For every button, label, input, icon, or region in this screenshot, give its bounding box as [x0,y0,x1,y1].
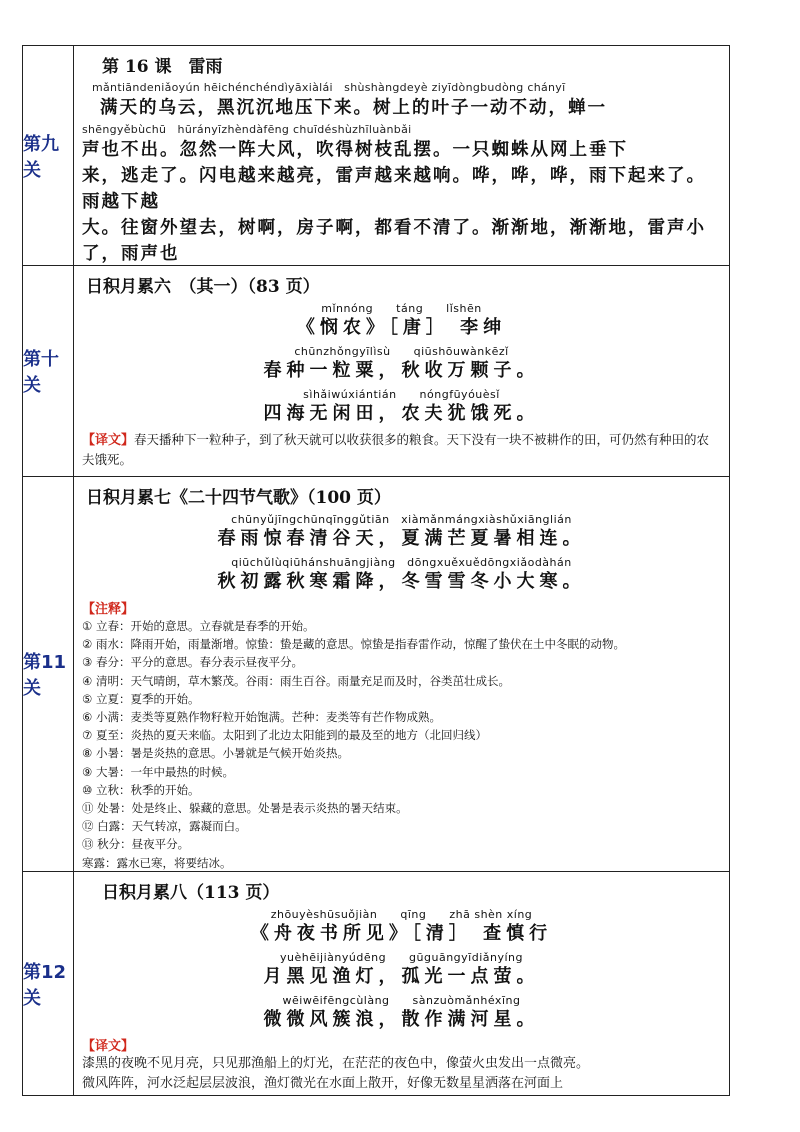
pinyin-line: mǐnnóng táng lǐshēn [321,302,482,315]
note-item: ⑧ 小暑：暑是炎热的意思。小暑就是气候开始炎热。 [82,746,349,761]
note-item: ⑬ 秋分：昼夜平分。 [82,837,190,852]
text-line: 来，逃走了。闪电越来越亮，雷声越来越响。哗，哗，哗，雨下起来了。雨越下越 [82,166,706,212]
poem-content [74,872,729,1095]
note-item: ① 立春：开始的意思。立春就是春季的开始。 [82,619,315,633]
note-item: ⑪ 处暑：处是终止、躲藏的意思。处暑是表示炎热的暑天结束。 [82,801,408,816]
note-item: ⑫ 白露：天气转凉，露凝而白。 [82,819,247,834]
pinyin-line: zhōuyèshūsuǒjiàn qīng zhā shèn xíng [270,908,533,921]
note-item: ⑤ 立夏：夏季的开始。 [82,691,200,706]
lesson-title: 第 16 课 雷雨 [102,57,223,77]
section-title: 日积月累八（113 页） [102,883,280,903]
pinyin-line: chūnyǔjīngchūnqīnggǔtiān xiàmǎnmángxiàshǔxiānglián [231,513,572,526]
section-title: 日积月累六 （其一）（83 页） [86,277,320,297]
translation-tag: 【译文】 [82,433,135,448]
poem-line: 春种一粒粟，秋收万颗子。 [263,360,540,381]
translation-tag: 【译文】 [82,1039,135,1054]
section-title: 日积月累七《二十四节气歌》（100 页） [86,488,391,508]
poem-line: 春雨惊春清谷天，夏满芒夏暑相连。 [217,528,586,549]
section-level-9 [22,45,730,266]
note-item: ④ 清明：天气晴朗，草木繁茂。谷雨：雨生百谷。雨量充足而及时，谷类茁壮成长。 [82,673,510,688]
pinyin-line: yuèhēijiànyúdēng gūguāngyīdiǎnyíng [280,951,523,964]
pinyin-line: chūnzhǒngyīlìsù qiūshōuwànkēzǐ [294,345,509,358]
translation-block [82,430,721,469]
poem-line: 四海无闲田，农夫犹饿死。 [263,403,540,424]
poem-content [74,477,729,871]
text-line: 声也不出。忽然一阵大风，吹得树枝乱摆。一只蜘蛛从网上垂下 [82,140,628,160]
level-label: 第12关 [23,872,74,1095]
note-item: 寒露：露水已寒，将要结冰。 [82,855,232,870]
section-level-10 [22,265,730,477]
pinyin-line: qiūchǔlùqiūhánshuāngjiàng dōngxuěxuědōngxiǎodàhán [231,556,572,569]
level-label: 第11关 [23,477,74,871]
translation-line: 微风阵阵，河水泛起层层波浪，渔灯微光在水面上散开，好像无数星星洒落在河面上 [82,1076,564,1091]
pinyin-line: mǎntiāndeniǎoyún hēichénchéndìyāxiàlái shùshàngdeyè ziyīdòngbudòng chányī [92,81,566,94]
section-level-11 [22,476,730,872]
level-label: 第九关 [23,46,74,265]
poem-content [74,266,729,476]
section-level-12 [22,871,730,1096]
poem-line: 月黑见渔灯，孤光一点萤。 [263,966,540,987]
poem-line: 秋初露秋寒霜降，冬雪雪冬小大寒。 [217,571,586,592]
note-item: ② 雨水：降雨开始，雨量渐增。惊蛰：蛰是藏的意思。惊蛰是指春雷作动，惊醒了蛰伏在土中冬眠的动物。 [82,637,625,652]
notes-tag: 【注释】 [82,602,135,617]
poem-title: 《舟夜书所见》［清］ 查慎行 [250,923,553,944]
text-line: 大。往窗外望去，树啊，房子啊，都看不清了。渐渐地，渐渐地，雷声小了，雨声也 [82,218,706,264]
pinyin-line: shēngyěbùchū hūrányīzhèndàfēng chuīdéshùzhīluànbǎi [82,123,412,136]
level-label: 第十关 [23,266,74,476]
note-item: ③ 春分：平分的意思。春分表示昼夜平分。 [82,655,303,670]
poem-line: 微微风簇浪，散作满河星。 [263,1009,540,1030]
note-item: ⑥ 小满：麦类等夏熟作物籽粒开始饱满。芒种：麦类等有芒作物成熟。 [82,710,441,725]
text-line: 满天的乌云，黑沉沉地压下来。树上的叶子一动不动，蝉一 [100,98,607,118]
lesson-content [74,46,729,265]
translation-line: 漆黑的夜晚不见月亮，只见那渔船上的灯光，在茫茫的夜色中，像萤火虫发出一点微亮。 [82,1056,590,1071]
poem-title: 《悯农》［唐］ 李绅 [296,317,507,338]
pinyin-line: wēiwēifēngcùlàng sànzuòmǎnhéxīng [282,994,521,1007]
pinyin-line: sìhǎiwúxiántián nóngfūyóuèsǐ [303,388,500,401]
note-item: ⑨ 大暑：一年中最热的时候。 [82,764,234,779]
note-item: ⑦ 夏至：炎热的夏天来临。太阳到了北边太阳能到的最及至的地方（北回归线） [82,728,487,743]
note-item: ⑩ 立秋：秋季的开始。 [82,782,200,797]
translation-text: 春天播种下一粒种子，到了秋天就可以收获很多的粮食。天下没有一块不被耕作的田，可仍然有种田的农夫饿死。 [82,432,710,467]
